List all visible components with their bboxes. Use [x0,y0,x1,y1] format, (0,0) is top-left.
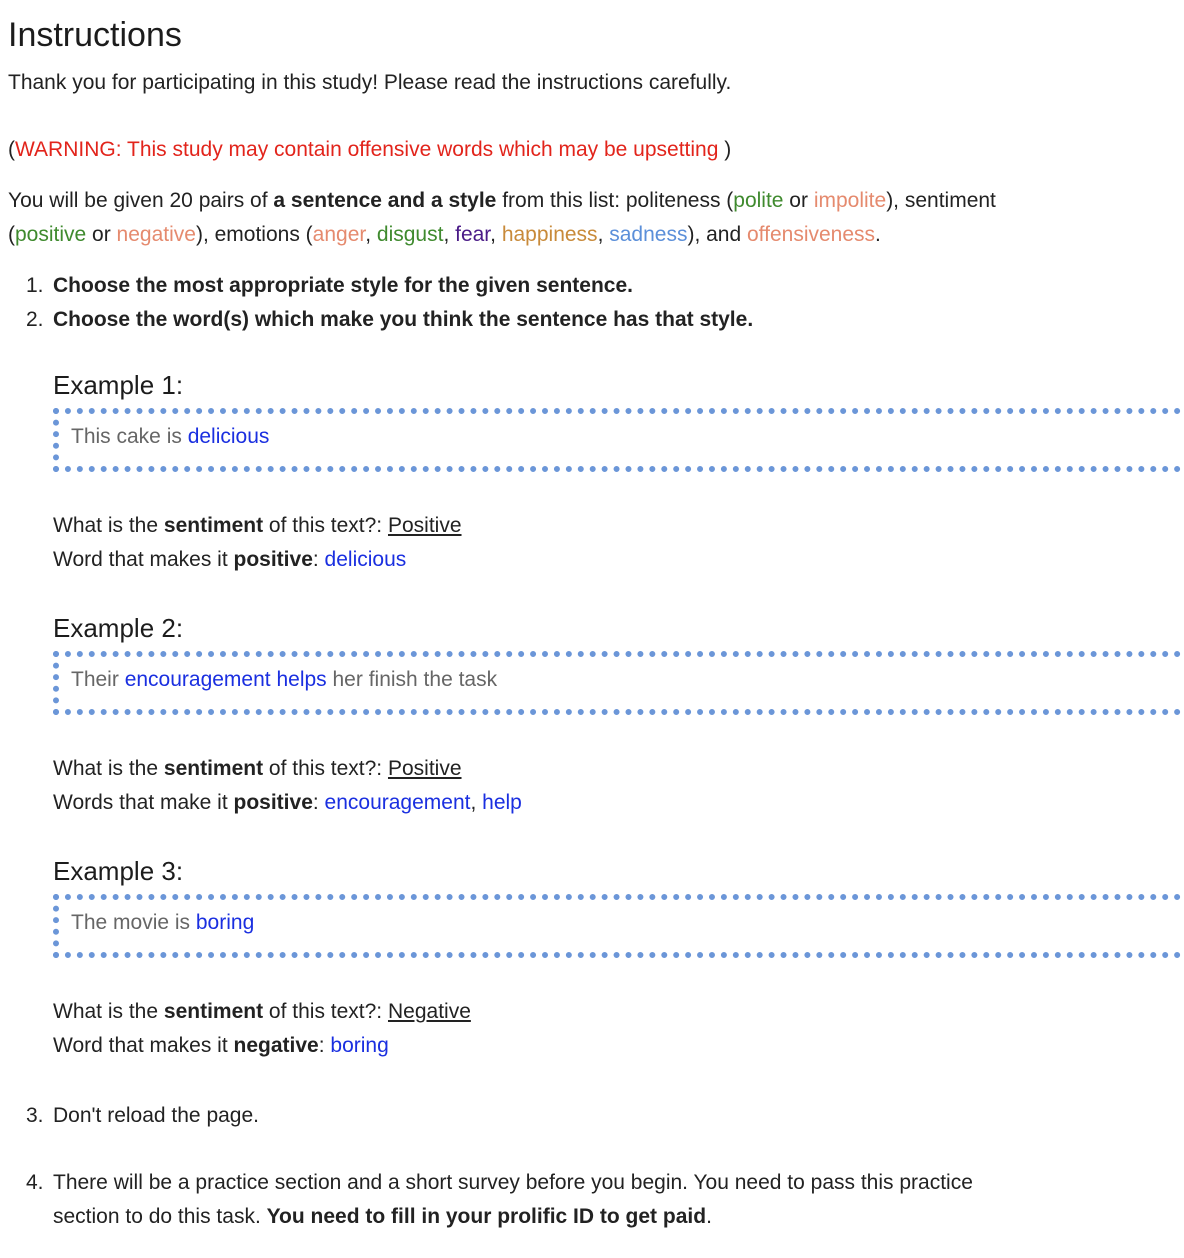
step-text: section to do this task. [53,1205,267,1228]
warning-message: WARNING: This study may contain offensive words which may be upsetting [15,138,719,161]
style-anger: anger [312,223,366,246]
question-text: of this text?: [263,757,388,780]
step-number: 3. [26,1104,44,1127]
example-sentence [71,425,269,449]
sentiment-question [53,509,1184,543]
desc-text: ), sentiment [886,189,996,212]
example-1 [53,369,1184,577]
sentiment-answer: Positive [387,757,462,780]
step-4 [26,1168,973,1198]
warning-close-paren: ) [718,138,732,161]
style-impolite: impolite [813,189,887,212]
words-text: : [318,1034,331,1057]
step-text: Choose the word(s) which make you think the sentence has that style. [53,308,754,331]
question-text: What is the [53,514,164,537]
desc-text: , [365,223,377,246]
style-offensiveness: offensiveness [747,223,876,246]
sentence-text: The movie is [71,911,196,934]
question-bold: sentiment [163,1000,264,1023]
example-answer [53,995,1184,1063]
sentence-text: her finish the task [326,668,498,691]
step-3 [26,1101,259,1131]
sentence-text: Their [71,668,125,691]
warning-text [8,135,731,165]
example-sentence [71,668,497,692]
step-1 [26,271,633,301]
example-sentence-box [53,894,1184,958]
question-text: What is the [53,1000,164,1023]
words-line [53,786,1184,820]
step-text: Don't reload the page. [53,1104,259,1127]
desc-text: ), emotions ( [195,223,313,246]
question-bold: sentiment [163,514,264,537]
example-answer [53,509,1184,577]
prolific-id-note: You need to fill in your prolific ID to get paid [266,1205,707,1228]
desc-text: from this list: politeness ( [496,189,734,212]
words-text: : [312,548,325,571]
step-4-continued [53,1202,712,1232]
desc-text: . [875,223,881,246]
example-sentence-box [53,408,1184,472]
page-title: Instructions [8,16,182,54]
words-bold: positive [233,791,313,814]
highlighted-word: encouragement helps [124,668,327,691]
style-sadness: sadness [609,223,688,246]
words-separator: , [470,791,483,814]
question-bold: sentiment [163,757,264,780]
step-text: There will be a practice section and a short survey before you begin. You need to pass this practice [53,1171,973,1194]
words-line [53,543,1184,577]
sentiment-answer: Negative [387,1000,471,1023]
example-2 [53,612,1184,820]
style-fear: fear [455,223,491,246]
desc-text: You will be given 20 pairs of [8,189,274,212]
words-text: : [312,791,325,814]
example-3 [53,855,1184,1063]
style-disgust: disgust [376,223,444,246]
example-title: Example 1: [53,370,184,400]
sentence-text: This cake is [71,425,188,448]
desc-text: ), and [687,223,747,246]
step-2 [26,305,753,335]
warning-open-paren: ( [8,138,15,161]
style-positive: positive [15,223,87,246]
words-bold: positive [233,548,313,571]
highlighted-word: boring [195,911,255,934]
sentiment-question [53,752,1184,786]
task-description-line-2 [8,220,881,250]
desc-bold: a sentence and a style [273,189,497,212]
desc-text: , [597,223,610,246]
step-number: 1. [26,274,44,297]
sentiment-question [53,995,1184,1029]
highlighted-word: boring [330,1034,389,1057]
question-text: of this text?: [263,1000,388,1023]
question-text: of this text?: [263,514,388,537]
highlighted-word: encouragement [324,791,471,814]
words-text: Word that makes it [53,1034,234,1057]
example-answer [53,752,1184,820]
example-title: Example 3: [53,856,184,886]
highlighted-word: delicious [324,548,407,571]
words-text: Words that make it [53,791,234,814]
desc-text: , [490,223,502,246]
style-polite: polite [733,189,784,212]
desc-text: ( [8,223,15,246]
words-line [53,1029,1184,1063]
highlighted-word: delicious [187,425,270,448]
example-sentence-box [53,651,1184,715]
step-text: . [706,1205,712,1228]
words-text: Word that makes it [53,548,234,571]
step-text: Choose the most appropriate style for the given sentence. [53,274,633,297]
sentiment-answer: Positive [387,514,462,537]
desc-text: or [783,189,814,212]
example-sentence [71,911,254,935]
intro-text: Thank you for participating in this study! Please read the instructions carefully. [8,71,732,94]
desc-text: or [86,223,117,246]
question-text: What is the [53,757,164,780]
desc-text: , [443,223,456,246]
task-description-line-1 [8,186,996,216]
words-bold: negative [233,1034,319,1057]
example-title: Example 2: [53,613,184,643]
style-happiness: happiness [501,223,598,246]
style-negative: negative [116,223,196,246]
step-number: 4. [26,1171,44,1194]
step-number: 2. [26,308,44,331]
highlighted-word: help [482,791,522,814]
